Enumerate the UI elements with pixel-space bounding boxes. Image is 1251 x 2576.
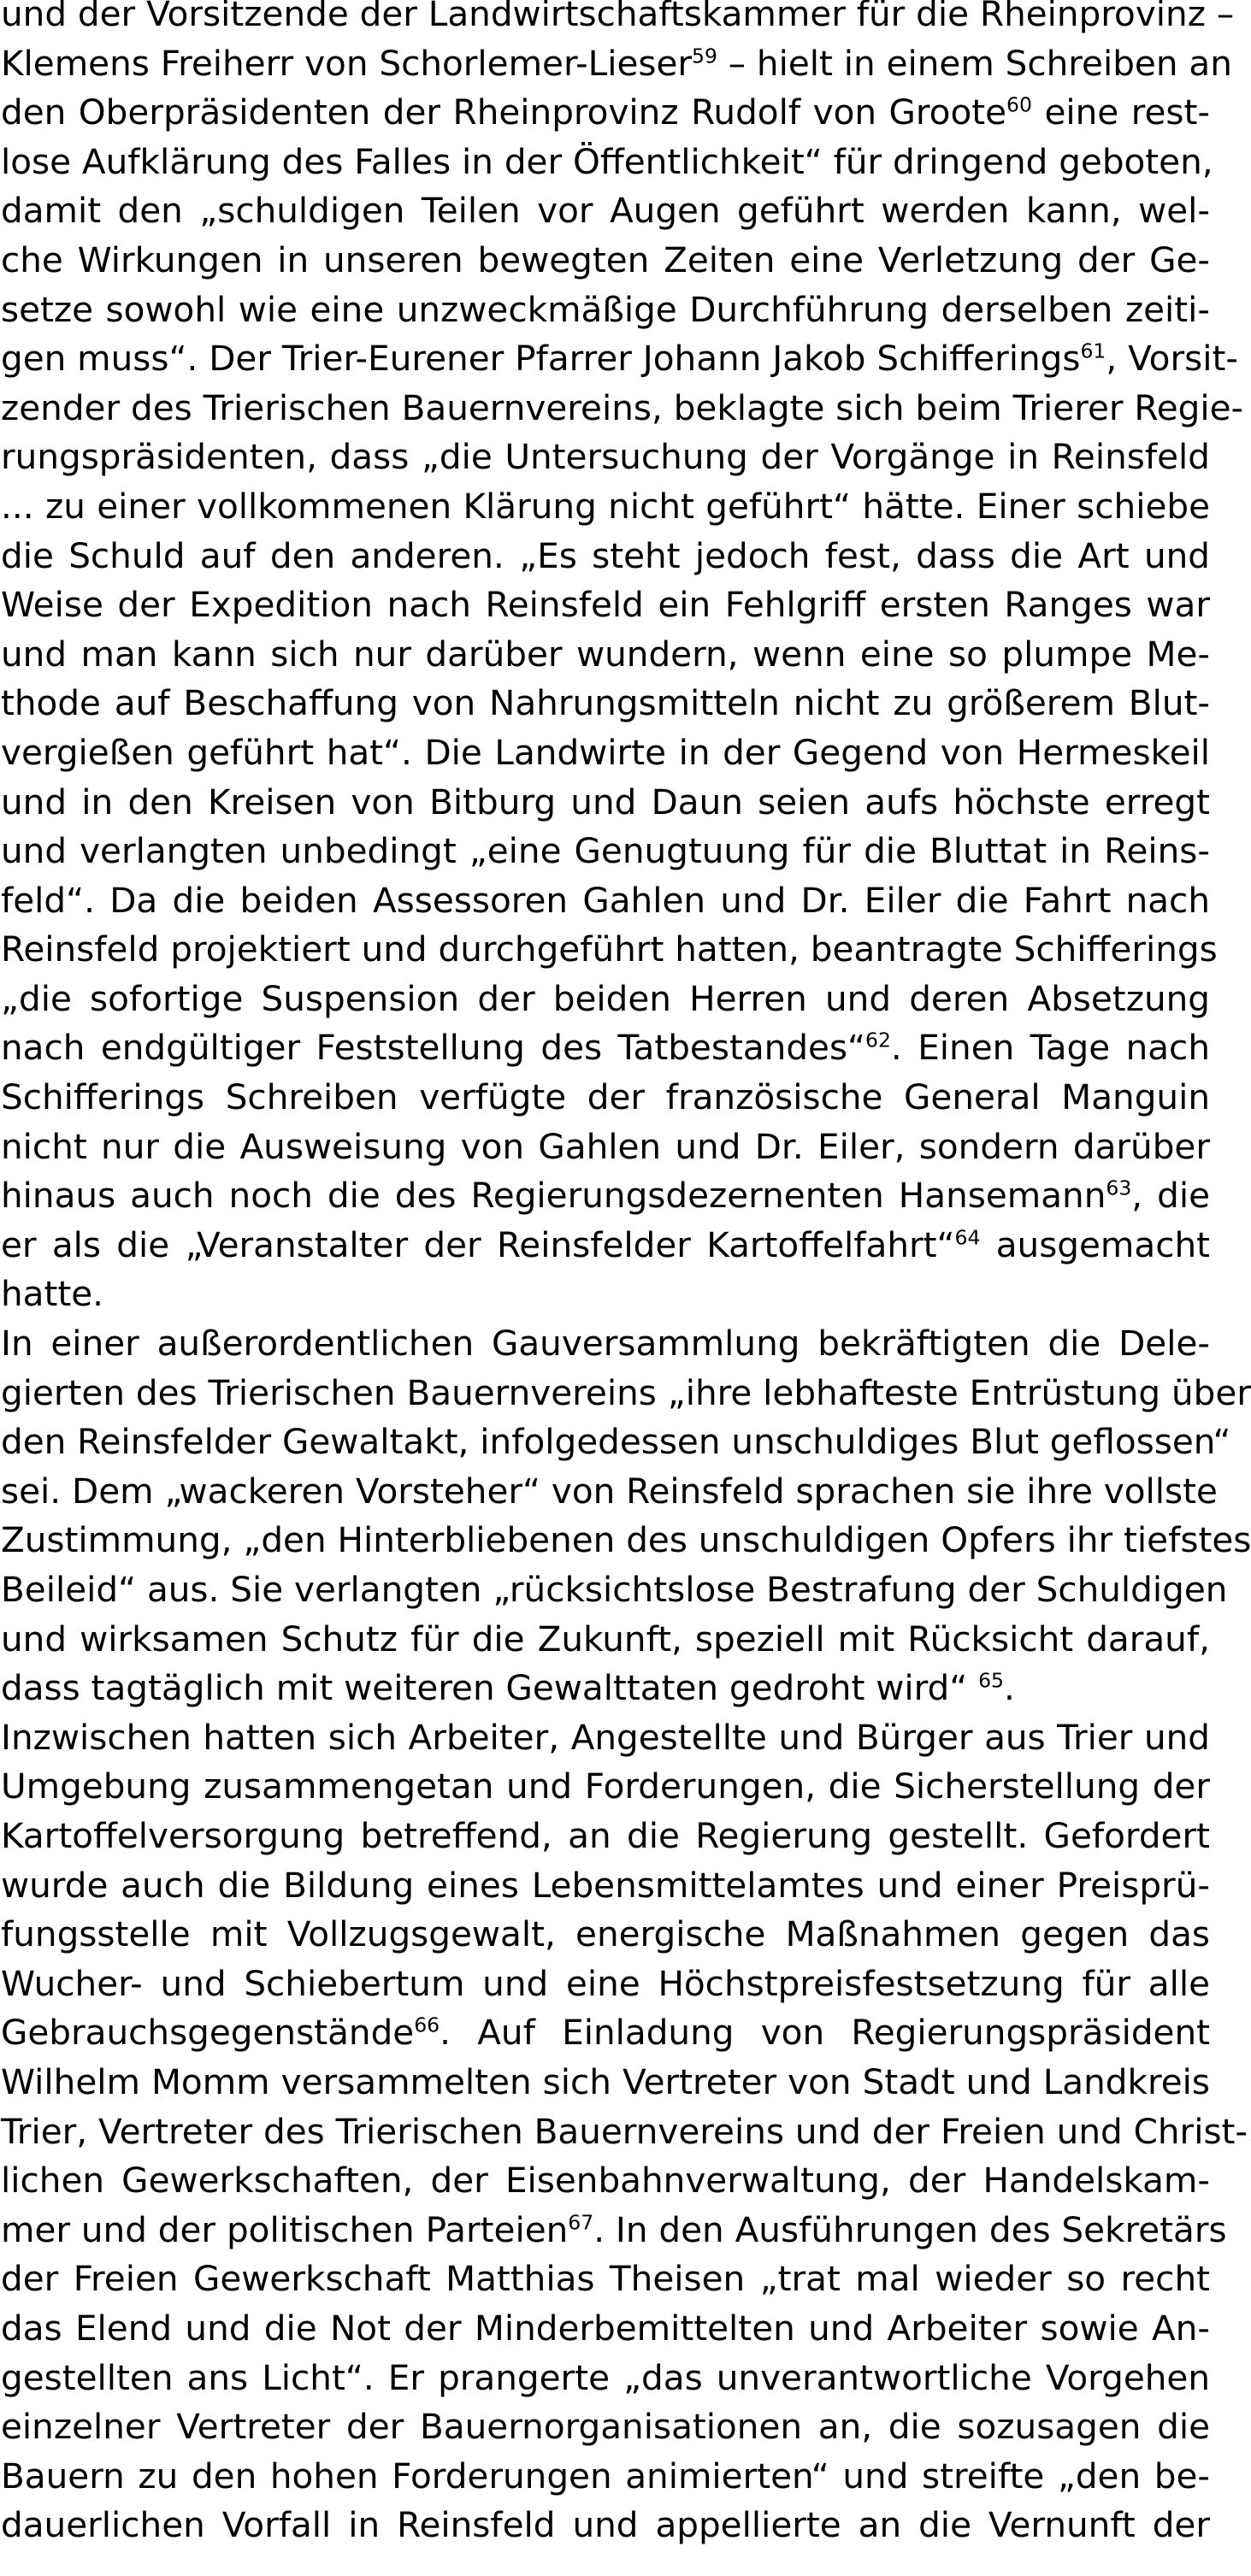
text-line [1, 1171, 1210, 1221]
footnote-marker[interactable]: 59 [692, 44, 717, 68]
text-line [1, 1467, 1218, 1517]
line-text: nach endgültiger Feststellung des Tatbestandes“ [1, 1027, 866, 1069]
text-line [1, 827, 1210, 876]
text-line [1, 2354, 1210, 2403]
line-text: lose Aufklärung des Falles in der Öffentlichkeit“ für dringend geboten, [1, 140, 1213, 182]
text-line [1, 532, 1210, 581]
text-line [1, 1270, 1210, 1319]
text-line [1, 1960, 1210, 2009]
line-text: vergießen geführt hat“. Die Landwirte in der Gegend von Hermeskeil [1, 731, 1210, 773]
text-line [1, 1418, 1231, 1467]
line-text: dauerlichen Vorfall in Reinsfeld und appellierte an die Vernunft der [1, 2504, 1210, 2546]
line-text-continued: ausgemacht [980, 1223, 1211, 1265]
text-line [1, 2107, 1248, 2157]
line-text: gestellten ans Licht“. Er prangerte „das unverantwortliche Vorgehen [1, 2356, 1210, 2398]
line-text: zender des Trierischen Bauernvereins, beklagte sich beim Trierer Regie- [1, 386, 1244, 428]
line-text: Gebrauchsgegenstände [1, 2012, 415, 2054]
line-text: hatte. [1, 1273, 104, 1315]
text-line [1, 482, 1210, 532]
line-text: wurde auch die Bildung eines Lebensmittelamtes und einer Preisprü- [1, 1864, 1210, 1906]
line-text: Weise der Expedition nach Reinsfeld ein Fehlgriff ersten Ranges war [1, 584, 1210, 626]
line-text: setze sowohl wie eine unzweckmäßige Durchführung derselben zeiti- [1, 288, 1210, 330]
text-line [1, 2255, 1210, 2304]
line-text: Kartoffelversorgung betreffend, an die Regierung gestellt. Gefordert [1, 1814, 1210, 1856]
text-line [1, 1861, 1210, 1911]
text-line [1, 39, 1232, 89]
line-text: „die sofortige Suspension der beiden Herren und deren Absetzung [1, 977, 1210, 1019]
footnote-marker[interactable]: 60 [1006, 92, 1032, 117]
line-text-continued: , die [1131, 1175, 1211, 1217]
text-line [1, 2304, 1210, 2354]
text-line [1, 1221, 1210, 1270]
line-text: In einer außerordentlichen Gauversammlung bekräftigten die Dele- [1, 1323, 1210, 1365]
text-line [1, 433, 1210, 482]
line-text-continued: . Einen Tage nach [890, 1027, 1210, 1069]
text-line [1, 2058, 1210, 2107]
line-text: Bauern zu den hohen Forderungen animierten“ und streifte „den be- [1, 2455, 1210, 2496]
text-line [1, 1123, 1210, 1172]
text-line [1, 286, 1210, 335]
footnote-marker[interactable]: 66 [414, 2013, 440, 2037]
line-text-continued: . [1003, 1667, 1015, 1709]
text-line [1, 88, 1210, 138]
line-text: Wilhelm Momm versammelten sich Vertreter von Stadt und Landkreis [1, 2060, 1210, 2102]
text-line [1, 1910, 1210, 1960]
line-text: Klemens Freiherr von Schorlemer-Lieser [1, 42, 693, 84]
text-line [1, 925, 1218, 975]
line-text: das Elend und die Not der Minderbemittelten und Arbeiter sowie An- [1, 2307, 1210, 2349]
text-line [1, 2156, 1210, 2206]
text-line [1, 630, 1210, 680]
line-text: hinaus auch noch die des Regierungsdezernenten Hansemann [1, 1175, 1106, 1217]
line-text: lichen Gewerkschaften, der Eisenbahnverwaltung, der Handelskam- [1, 2160, 1210, 2202]
line-text: gierten des Trierischen Bauernvereins „ihre lebhafteste Entrüstung über [1, 1371, 1251, 1413]
text-line [1, 0, 1235, 39]
line-text: und in den Kreisen von Bitburg und Daun seien aufs höchste erregt [1, 781, 1210, 822]
text-line [1, 1023, 1210, 1073]
line-text-continued: eine rest- [1031, 91, 1210, 133]
line-text: feld“. Da die beiden Assessoren Gahlen und Dr. Eiler die Fahrt nach [1, 879, 1210, 921]
text-line [1, 1565, 1228, 1615]
line-text: nicht nur die Ausweisung von Gahlen und Dr. Eiler, sondern darüber [1, 1125, 1210, 1167]
text-line [1, 975, 1210, 1024]
line-text: und man kann sich nur darüber wundern, wenn eine so plumpe Me- [1, 633, 1210, 675]
text-line [1, 2206, 1227, 2255]
footnote-marker[interactable]: 61 [1080, 339, 1106, 363]
text-line [1, 186, 1210, 236]
line-text: rungspräsidenten, dass „die Untersuchung der Vorgänge in Reinsfeld [1, 436, 1210, 478]
text-line [1, 728, 1210, 778]
text-line [1, 1713, 1210, 1763]
line-text: den Reinsfelder Gewaltakt, infolgedessen unschuldiges Blut geflossen“ [1, 1421, 1231, 1463]
line-text-continued: , Vorsit- [1106, 338, 1238, 380]
line-text: und wirksamen Schutz für die Zukunft, speziell mit Rücksicht darauf, [1, 1618, 1210, 1659]
line-text: den Oberpräsidenten der Rheinprovinz Rudolf von Groote [1, 91, 1007, 133]
line-text: die Schuld auf den anderen. „Es steht jedoch fest, dass die Art und [1, 534, 1210, 576]
text-line [1, 778, 1210, 828]
line-text: Trier, Vertreter des Trierischen Bauernvereins und der Freien und Christ- [1, 2110, 1248, 2152]
line-text: che Wirkungen in unseren bewegten Zeiten eine Verletzung der Ge- [1, 239, 1210, 280]
text-line [1, 876, 1210, 926]
line-text: einzelner Vertreter der Bauernorganisationen an, die sozusagen die [1, 2406, 1210, 2448]
line-text: ... zu einer vollkommenen Klärung nicht geführt“ hätte. Einer schiebe [1, 485, 1210, 527]
text-line [1, 2452, 1210, 2502]
text-line [1, 1664, 1210, 1713]
text-line [1, 2501, 1210, 2550]
line-text: fungsstelle mit Vollzugsgewalt, energische Maßnahmen gegen das [1, 1913, 1210, 1955]
line-text: gen muss“. Der Trier-Eurener Pfarrer Johann Jakob Schifferings [1, 338, 1081, 380]
line-text: thode auf Beschaffung von Nahrungsmitteln nicht zu größerem Blut- [1, 682, 1210, 724]
footnote-marker[interactable]: 62 [865, 1028, 891, 1052]
line-text: Wucher- und Schiebertum und eine Höchstpreisfestsetzung für alle [1, 1962, 1210, 2004]
line-text: Zustimmung, „den Hinterbliebenen des unschuldigen Opfers ihr tiefstes [1, 1519, 1251, 1561]
line-text: Beileid“ aus. Sie verlangten „rücksichtslose Bestrafung der Schuldigen [1, 1569, 1228, 1610]
text-line [1, 138, 1213, 187]
line-text-continued: . Auf Einladung von Regierungspräsident [440, 2012, 1210, 2054]
text-line [1, 581, 1210, 630]
text-line [1, 1812, 1210, 1861]
footnote-marker[interactable]: 63 [1106, 1176, 1132, 1200]
text-line [1, 334, 1238, 384]
line-text: Reinsfeld projektiert und durchgeführt hatten, beantragte Schifferings [1, 928, 1218, 970]
text-line [1, 2008, 1210, 2058]
text-line [1, 236, 1210, 286]
footnote-marker[interactable]: 65 [978, 1668, 1004, 1693]
line-text: mer und der politischen Parteien [1, 2208, 569, 2250]
line-text: damit den „schuldigen Teilen vor Augen geführt werden kann, wel- [1, 190, 1210, 232]
line-text: und der Vorsitzende der Landwirtschaftskammer für die Rheinprovinz – [1, 0, 1235, 34]
line-text: Inzwischen hatten sich Arbeiter, Angestellte und Bürger aus Trier und [1, 1716, 1210, 1758]
line-text-continued: – hielt in einem Schreiben an [717, 42, 1232, 84]
line-text-continued: . In den Ausführungen des Sekretärs [593, 2208, 1227, 2250]
text-line [1, 1319, 1210, 1369]
line-text: er als die „Veranstalter der Reinsfelder Kartoffelfahrt“ [1, 1223, 955, 1265]
text-line [1, 1073, 1210, 1123]
text-line [1, 1615, 1210, 1665]
text-line [1, 2402, 1210, 2452]
text-line [1, 679, 1210, 728]
text-line [1, 1762, 1210, 1812]
footnote-marker[interactable]: 64 [954, 1225, 981, 1250]
text-line [1, 384, 1244, 433]
footnote-marker[interactable]: 67 [568, 2210, 594, 2235]
line-text: dass tagtäglich mit weiteren Gewalttaten gedroht wird“ [1, 1667, 979, 1709]
line-text: Schifferings Schreiben verfügte der französische General Manguin [1, 1076, 1210, 1118]
line-text: der Freien Gewerkschaft Matthias Theisen „trat mal wieder so recht [1, 2258, 1210, 2300]
line-text: Umgebung zusammengetan und Forderungen, die Sicherstellung der [1, 1765, 1210, 1807]
text-line [1, 1369, 1251, 1418]
line-text: und verlangten unbedingt „eine Genugtuung für die Bluttat in Reins- [1, 830, 1210, 872]
line-text: sei. Dem „wackeren Vorsteher“ von Reinsfeld sprachen sie ihre vollste [1, 1470, 1218, 1512]
text-line [1, 1516, 1251, 1565]
